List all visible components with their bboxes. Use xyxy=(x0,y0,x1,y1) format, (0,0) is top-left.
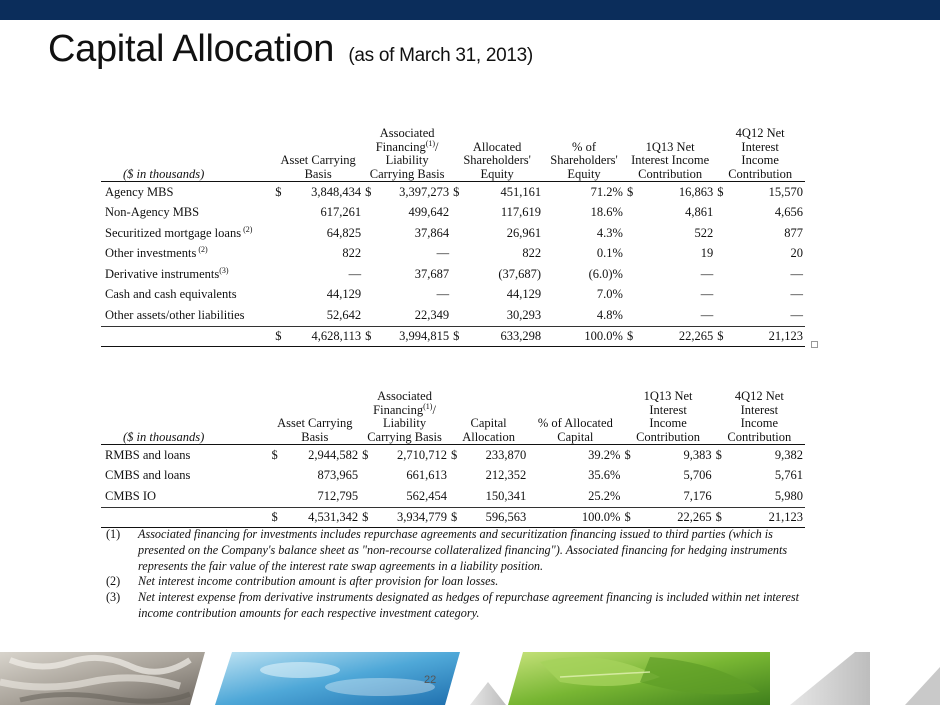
resize-handle[interactable] xyxy=(811,341,818,348)
q1-value: — xyxy=(700,307,714,322)
currency-symbol xyxy=(270,486,284,507)
currency-symbol: $ xyxy=(275,184,282,199)
page-number: 22 xyxy=(424,674,437,686)
footnote-ref: (2) xyxy=(196,245,208,255)
equity-value: 822 xyxy=(522,246,542,261)
row-label: RMBS and loans xyxy=(105,447,191,462)
currency-symbol: $ xyxy=(271,447,278,462)
footnote-text: Associated financing for investments includes repurchase agreements and securitization financing issued to third parties (which is presented on the Company's balance sheet as "non-recourse collateralized financing"). Associated financing for hedging instruments represents the fair value of the interest rate swap agreements in a liability position. xyxy=(138,527,788,573)
grey-panel xyxy=(790,652,870,705)
currency-symbol: $ xyxy=(360,507,374,527)
units-label: ($ in thousands) xyxy=(101,127,273,182)
footnote-number: (3) xyxy=(106,590,121,605)
currency-symbol: $ xyxy=(624,447,631,462)
footnote xyxy=(106,527,816,574)
currency-symbol xyxy=(625,285,639,306)
q1-value: — xyxy=(700,287,714,302)
total-asset-carrying: 4,531,342 xyxy=(283,507,360,527)
q4-value: 15,570 xyxy=(768,184,803,199)
total-q4: 21,123 xyxy=(729,326,805,346)
q1-value: 4,861 xyxy=(685,205,714,220)
pct-value: 4.8% xyxy=(596,307,623,322)
footer-image-strip xyxy=(0,652,940,705)
total-equity: 633,298 xyxy=(465,326,543,346)
currency-symbol xyxy=(625,223,639,244)
capital-allocation-value: 150,341 xyxy=(485,488,527,503)
row-label-text: Agency MBS xyxy=(105,184,174,199)
total-label xyxy=(101,326,273,346)
currency-symbol: $ xyxy=(714,507,728,527)
row-label xyxy=(101,285,273,306)
total-row xyxy=(101,326,805,346)
table-row xyxy=(101,486,805,507)
table-row xyxy=(101,223,805,244)
asset-carrying-value: 617,261 xyxy=(320,205,362,220)
table-row xyxy=(101,203,805,224)
q4-value: 5,761 xyxy=(774,468,803,483)
total-row xyxy=(101,507,805,527)
currency-symbol xyxy=(625,305,639,326)
currency-symbol xyxy=(451,244,465,265)
currency-symbol xyxy=(715,264,729,285)
currency-symbol: $ xyxy=(450,447,458,462)
q1-value: 5,706 xyxy=(683,468,712,483)
page-title: Capital Allocation (as of March 31, 2013) xyxy=(48,28,533,70)
total-financing: 3,934,779 xyxy=(374,507,449,527)
q4-value: — xyxy=(790,266,803,281)
q1-value: 7,176 xyxy=(683,488,712,503)
currency-symbol xyxy=(622,486,636,507)
currency-symbol xyxy=(449,486,463,507)
currency-symbol: $ xyxy=(717,184,724,199)
capital-allocation-value: 233,870 xyxy=(485,447,527,462)
row-label: CMBS and loans xyxy=(105,468,191,483)
total-q1: 22,265 xyxy=(636,507,713,527)
footnote-number: (2) xyxy=(106,574,121,589)
q4-value: 20 xyxy=(790,246,803,261)
table-row xyxy=(101,182,805,203)
row-label: CMBS IO xyxy=(105,488,157,503)
currency-symbol xyxy=(622,466,636,487)
q1-value: — xyxy=(700,266,714,281)
pct-value: 35.6% xyxy=(588,468,621,483)
footer-graphic xyxy=(0,652,940,705)
asset-carrying-value: 873,965 xyxy=(317,468,359,483)
currency-symbol: $ xyxy=(273,326,287,346)
currency-symbol: $ xyxy=(365,184,372,199)
row-label xyxy=(101,305,273,326)
equity-value: 26,961 xyxy=(506,225,542,240)
total-label xyxy=(101,507,270,527)
currency-symbol xyxy=(625,203,639,224)
footnote-ref: (2) xyxy=(241,224,253,234)
total-financing: 3,994,815 xyxy=(377,326,451,346)
pct-value: 18.6% xyxy=(590,205,623,220)
col-capital-allocation: Capital Allocation xyxy=(449,390,528,445)
currency-symbol xyxy=(273,305,287,326)
currency-symbol: $ xyxy=(715,447,722,462)
pct-value: 4.3% xyxy=(596,225,623,240)
currency-symbol xyxy=(363,285,377,306)
col-pct-equity: % of Shareholders' Equity xyxy=(543,127,625,182)
col-associated-financing: Associated Financing$^{(1)}$/ Liability Carrying Basis xyxy=(363,127,451,182)
col-1q13-net: 1Q13 Net Interest Income Contribution xyxy=(625,127,715,182)
table-row xyxy=(101,305,805,326)
financing-value: — xyxy=(436,246,450,261)
currency-symbol xyxy=(363,223,377,244)
col-4q12-net: 4Q12 Net Interest Income Contribution xyxy=(715,127,805,182)
col-asset-carrying-basis: Asset Carrying Basis xyxy=(270,390,361,445)
q4-value: 877 xyxy=(784,225,803,240)
currency-symbol xyxy=(273,223,287,244)
table-row xyxy=(101,466,805,487)
pct-value: 25.2% xyxy=(588,488,621,503)
footnote xyxy=(106,574,816,590)
row-label-text: Securitized mortgage loans xyxy=(105,225,242,240)
currency-symbol xyxy=(715,285,729,306)
pct-value: (6.0)% xyxy=(588,266,623,281)
currency-symbol xyxy=(451,203,465,224)
currency-symbol: $ xyxy=(362,447,369,462)
currency-symbol xyxy=(625,264,639,285)
currency-symbol xyxy=(270,466,284,487)
total-q1: 22,265 xyxy=(639,326,715,346)
col-allocated-equity: Allocated Shareholders' Equity xyxy=(451,127,543,182)
financing-value: 22,349 xyxy=(414,307,450,322)
row-label-text: Cash and cash equivalents xyxy=(105,287,237,302)
asset-carrying-value: — xyxy=(348,266,362,281)
total-capital-allocation: 596,563 xyxy=(463,507,529,527)
equity-value: (37,687) xyxy=(498,266,542,281)
col-4q12-net: 4Q12 Net Interest Income Contribution xyxy=(714,390,805,445)
financing-value: 37,687 xyxy=(414,266,450,281)
financing-value: 37,864 xyxy=(414,225,450,240)
currency-symbol xyxy=(715,223,729,244)
currency-symbol xyxy=(363,244,377,265)
currency-symbol: $ xyxy=(453,184,460,199)
total-q4: 21,123 xyxy=(727,507,805,527)
currency-symbol xyxy=(715,244,729,265)
row-label-text: Non-Agency MBS xyxy=(105,205,200,220)
header-bar xyxy=(0,0,940,20)
financing-value: 3,397,273 xyxy=(399,184,450,199)
footnote-text: Net interest expense from derivative instruments designated as hedges of repurchase agreement financing is included within net interest income contribution amounts for each respective investment category. xyxy=(138,590,800,620)
row-label-text: Derivative instruments xyxy=(105,266,220,281)
footnote xyxy=(106,590,816,622)
currency-symbol: $ xyxy=(715,326,729,346)
page-subtitle: (as of March 31, 2013) xyxy=(348,45,533,66)
currency-symbol xyxy=(273,203,287,224)
row-label xyxy=(101,182,273,203)
total-asset-carrying: 4,628,113 xyxy=(287,326,363,346)
table-row xyxy=(101,445,805,466)
currency-symbol xyxy=(449,466,463,487)
asset-carrying-value: 2,944,582 xyxy=(308,447,359,462)
equity-value: 117,619 xyxy=(500,205,542,220)
corner-panel xyxy=(905,667,940,705)
investment-allocation-table xyxy=(101,390,805,528)
row-label xyxy=(101,264,273,285)
currency-symbol xyxy=(451,285,465,306)
q1-value: 19 xyxy=(700,246,714,261)
col-1q13-net: 1Q13 Net Interest Income Contribution xyxy=(622,390,713,445)
equity-value: 30,293 xyxy=(506,307,542,322)
q4-value: — xyxy=(790,287,803,302)
asset-carrying-value: 64,825 xyxy=(326,225,362,240)
currency-symbol xyxy=(360,466,374,487)
financing-value: 562,454 xyxy=(406,488,447,503)
financing-value: — xyxy=(436,287,450,302)
row-label xyxy=(101,244,273,265)
footnotes xyxy=(106,527,816,622)
q4-value: 4,656 xyxy=(774,205,803,220)
capital-allocation-table xyxy=(101,127,805,347)
pct-value: 39.2% xyxy=(588,447,621,462)
asset-carrying-value: 44,129 xyxy=(326,287,362,302)
currency-symbol: $ xyxy=(270,507,284,527)
q4-value: 5,980 xyxy=(774,488,803,503)
currency-symbol xyxy=(715,305,729,326)
q1-value: 9,383 xyxy=(683,447,712,462)
q1-value: 16,863 xyxy=(678,184,714,199)
col-pct-allocated: % of Allocated Capital xyxy=(528,390,622,445)
pct-value: 0.1% xyxy=(596,246,623,261)
financing-value: 661,613 xyxy=(406,468,447,483)
currency-symbol: $ xyxy=(625,326,639,346)
table-row xyxy=(101,244,805,265)
q1-value: 522 xyxy=(694,225,714,240)
currency-symbol xyxy=(273,244,287,265)
row-label-text: Other assets/other liabilities xyxy=(105,307,245,322)
currency-symbol: $ xyxy=(626,184,634,199)
col-asset-carrying-basis: Asset Carrying Basis xyxy=(273,127,363,182)
pct-value: 7.0% xyxy=(596,287,623,302)
row-label-text: Other investments xyxy=(105,246,197,261)
equity-value: 451,161 xyxy=(500,184,542,199)
asset-carrying-value: 52,642 xyxy=(326,307,362,322)
asset-carrying-value: 822 xyxy=(342,246,362,261)
row-label xyxy=(101,203,273,224)
table-row xyxy=(101,285,805,306)
pct-value: 71.2% xyxy=(590,184,623,199)
currency-symbol xyxy=(714,486,728,507)
financing-value: 2,710,712 xyxy=(396,447,447,462)
currency-symbol xyxy=(273,285,287,306)
currency-symbol xyxy=(714,466,728,487)
currency-symbol: $ xyxy=(449,507,463,527)
total-pct: 100.0% xyxy=(543,326,625,346)
footnote-ref: (3) xyxy=(219,265,229,275)
table-row xyxy=(101,264,805,285)
currency-symbol xyxy=(625,244,639,265)
currency-symbol xyxy=(363,305,377,326)
capital-allocation-value: 212,352 xyxy=(485,468,527,483)
currency-symbol xyxy=(451,223,465,244)
currency-symbol: $ xyxy=(622,507,636,527)
col-associated-financing: Associated Financing$^{(1)}$/ Liability Carrying Basis xyxy=(360,390,449,445)
currency-symbol xyxy=(360,486,374,507)
row-label xyxy=(101,223,273,244)
currency-symbol: $ xyxy=(451,326,465,346)
asset-carrying-value: 3,848,434 xyxy=(311,184,362,199)
total-pct: 100.0% xyxy=(528,507,622,527)
footnote-number: (1) xyxy=(106,527,121,541)
q4-value: — xyxy=(790,307,803,322)
currency-symbol: $ xyxy=(363,326,377,346)
units-label: ($ in thousands) xyxy=(101,390,270,445)
currency-symbol xyxy=(273,264,287,285)
currency-symbol xyxy=(363,203,377,224)
currency-symbol xyxy=(715,203,729,224)
footnote-text: Net interest income contribution amount is after provision for loan losses. xyxy=(138,574,499,589)
financing-value: 499,642 xyxy=(408,205,450,220)
asset-carrying-value: 712,795 xyxy=(317,488,359,503)
q4-value: 9,382 xyxy=(774,447,803,462)
equity-value: 44,129 xyxy=(506,287,542,302)
grey-triangle xyxy=(470,682,506,705)
currency-symbol xyxy=(451,264,465,285)
currency-symbol xyxy=(451,305,465,326)
currency-symbol xyxy=(363,264,377,285)
